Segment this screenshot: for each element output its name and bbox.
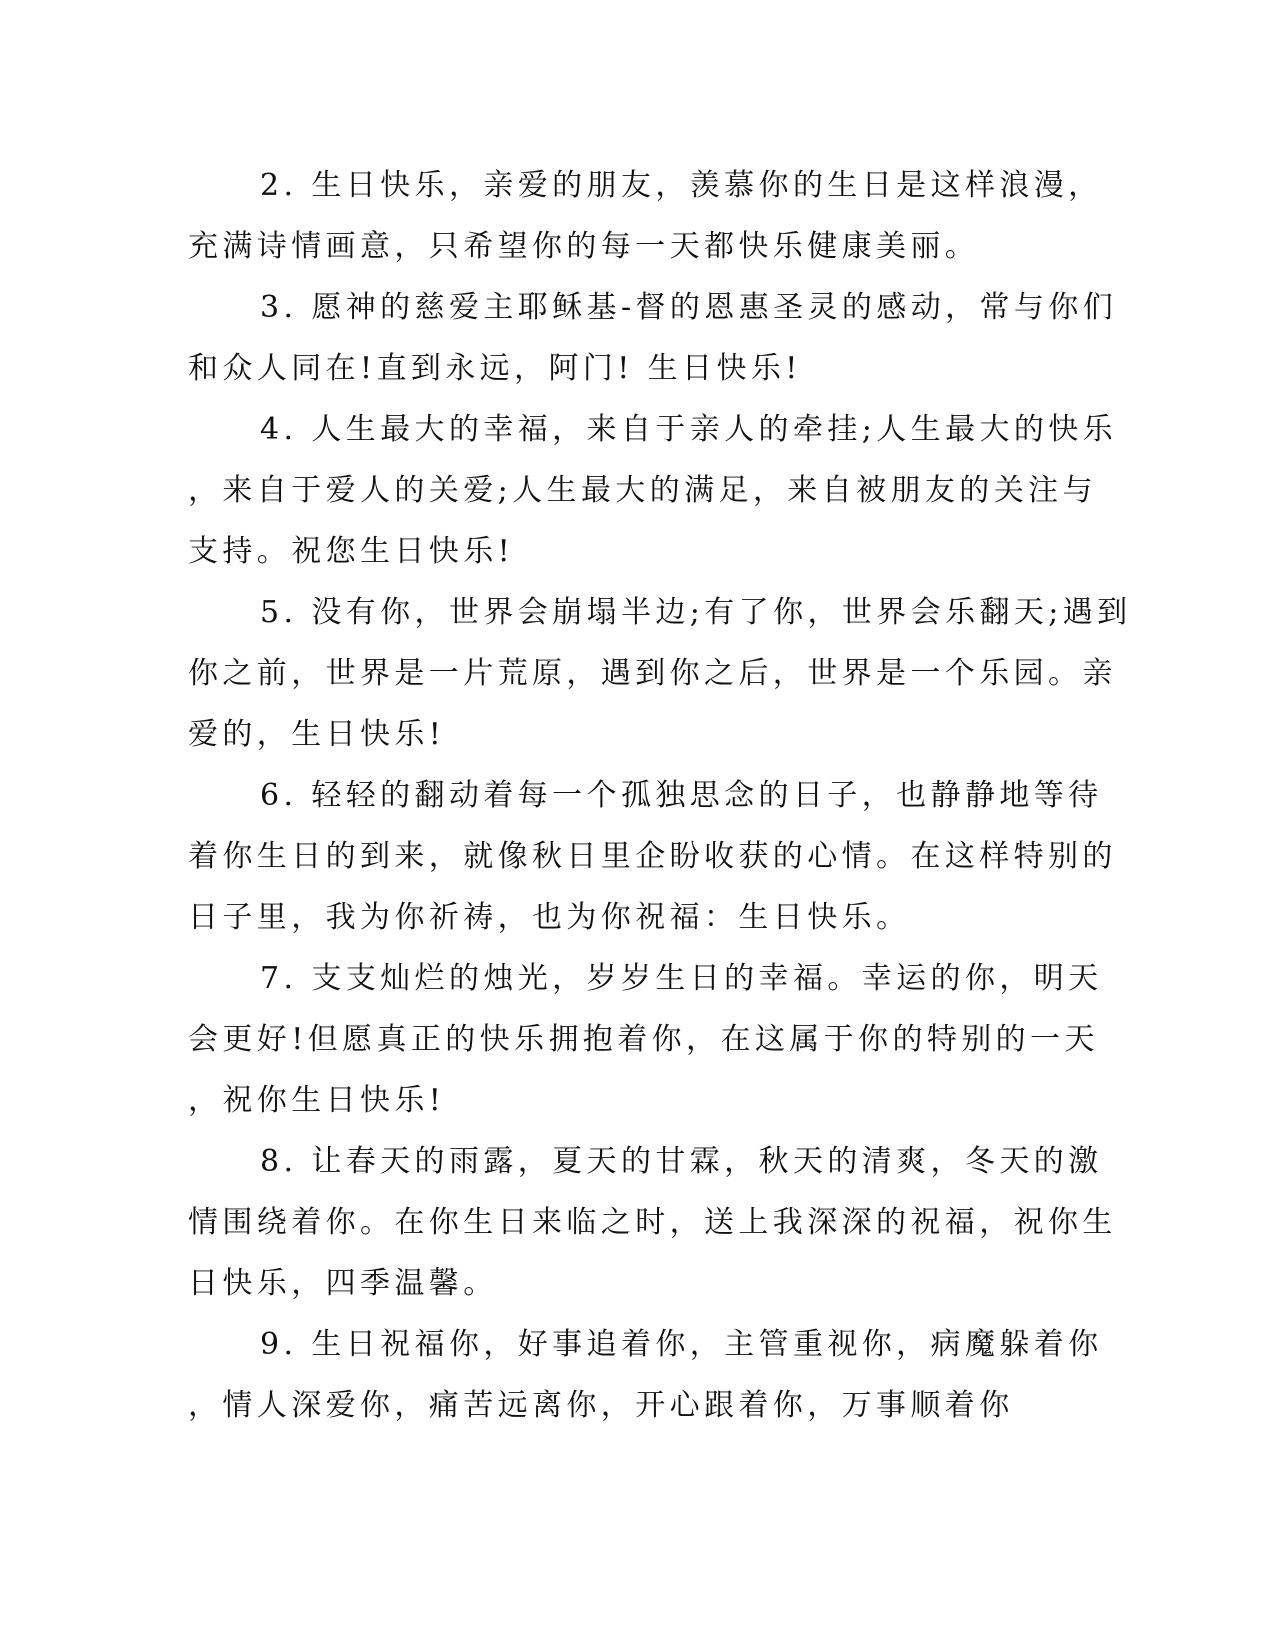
text-line: 日子里，我为你祈祷，也为你祝福：生日快乐。 xyxy=(188,900,911,935)
text-line: 你之前，世界是一片荒原，遇到你之后，世界是一个乐园。亲 xyxy=(188,656,1117,691)
text-line: 情围绕着你。在你生日来临之时，送上我深深的祝福，祝你生 xyxy=(188,1205,1117,1240)
text-line: 4. 人生最大的幸福，来自于亲人的牵挂;人生最大的快乐 xyxy=(260,412,1118,447)
text-line: 2. 生日快乐，亲爱的朋友，羡慕你的生日是这样浪漫， xyxy=(260,168,1103,203)
text-line: ，来自于爱人的关爱;人生最大的满足，来自被朋友的关注与 xyxy=(188,473,1097,508)
text-line: ，情人深爱你，痛苦远离你，开心跟着你，万事顺着你 xyxy=(188,1388,1014,1423)
text-line: 支持。祝您生日快乐! xyxy=(188,534,515,569)
text-line: 7. 支支灿烂的烛光，岁岁生日的幸福。幸运的你，明天 xyxy=(260,961,1103,996)
document-body xyxy=(188,155,1132,1436)
text-line: 爱的，生日快乐! xyxy=(188,717,446,752)
text-line: 会更好!但愿真正的快乐拥抱着你，在这属于你的特别的一天 xyxy=(188,1022,1099,1057)
text-line: 3. 愿神的慈爱主耶稣基-督的恩惠圣灵的感动，常与你们 xyxy=(260,290,1118,325)
text-line: 日快乐，四季温馨。 xyxy=(188,1266,498,1301)
text-line: 6. 轻轻的翻动着每一个孤独思念的日子，也静静地等待 xyxy=(260,778,1103,813)
text-line: 充满诗情画意，只希望你的每一天都快乐健康美丽。 xyxy=(188,229,980,264)
text-line: ，祝你生日快乐! xyxy=(188,1083,446,1118)
text-line: 和众人同在!直到永远，阿门! 生日快乐! xyxy=(188,351,802,386)
text-line: 着你生日的到来，就像秋日里企盼收获的心情。在这样特别的 xyxy=(188,839,1117,874)
text-line: 9. 生日祝福你，好事追着你，主管重视你，病魔躲着你 xyxy=(260,1327,1103,1362)
text-line: 5. 没有你，世界会崩塌半边;有了你，世界会乐翻天;遇到 xyxy=(260,595,1132,630)
text-line: 8. 让春天的雨露，夏天的甘霖，秋天的清爽，冬天的激 xyxy=(260,1144,1103,1179)
